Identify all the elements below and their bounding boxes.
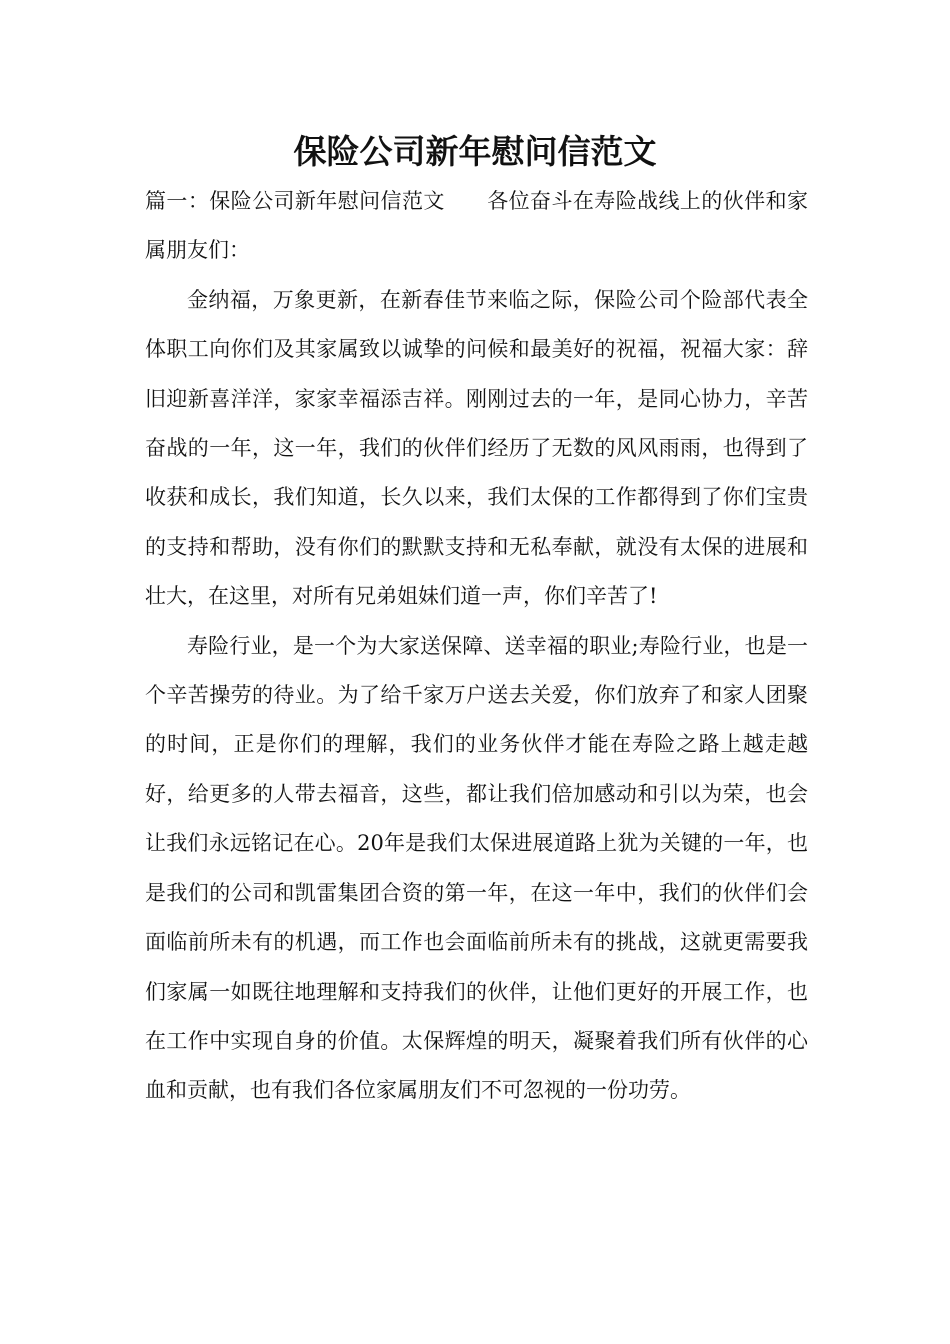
intro-paragraph <box>145 177 808 276</box>
greeting: 各位奋斗在寿险战线上的伙伴和家属朋友们： <box>145 189 809 263</box>
document-title: 保险公司新年慰问信范文 <box>293 132 657 171</box>
document-body <box>145 177 808 1116</box>
part-label: 篇一：保险公司新年慰问信范文 <box>145 189 445 213</box>
paragraph-2: 寿险行业，是一个为大家送保障、送幸福的职业;寿险行业，也是一个辛苦操劳的待业。为了给千家万户送去关爱，你们放弃了和家人团聚的时间，正是你们的理解，我们的业务伙伴才能在寿险之路上越走越好，给更多的人带去福音，这些，都让我们倍加感动和引以为荣，也会让我们永远铭记在心。20年是我们太保进展道路上犹为关键的一年，也是我们的公司和凯雷集团合资的第一年，在这一年中，我们的伙伴们会面临前所未有的机遇，而工作也会面临前所未有的挑战，这就更需要我们家属一如既往地理解和支持我们的伙伴，让他们更好的开展工作，也在工作中实现自身的价值。太保辉煌的明天，凝聚着我们所有伙伴的心血和贡献，也有我们各位家属朋友们不可忽视的一份功劳。 <box>145 633 808 1103</box>
paragraph-1: 金纳福，万象更新，在新春佳节来临之际，保险公司个险部代表全体职工向你们及其家属致以诚挚的问候和最美好的祝福，祝福大家：辞旧迎新喜洋洋，家家幸福添吉祥。刚刚过去的一年，是同心协力，辛苦奋战的一年，这一年，我们的伙伴们经历了无数的风风雨雨，也得到了收获和成长，我们知道，长久以来，我们太保的工作都得到了你们宝贵的支持和帮助，没有你们的默默支持和无私奉献，就没有太保的进展和壮大，在这里，对所有兄弟姐妹们道一声，你们辛苦了! <box>145 287 808 609</box>
